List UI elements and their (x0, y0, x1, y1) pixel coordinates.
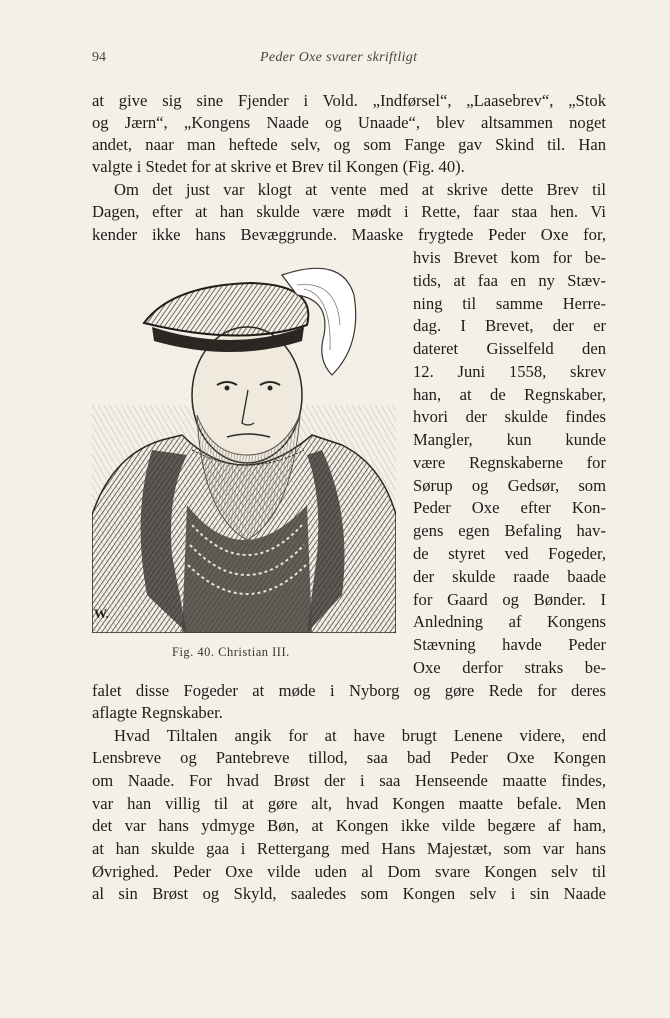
engraver-mark: W. (94, 606, 110, 621)
body-line: al sin Brøst og Skyld, saaledes som Kongen selv i sin Naade (92, 884, 606, 903)
body-line: Hvad Tiltalen angik for at have brugt Lenene videre, end (114, 726, 606, 745)
body-line: det var hans ydmyge Bøn, at Kongen ikke vilde begære af ham, (92, 816, 606, 835)
body-line: og Jærn“, „Kongens Naade og Unaade“, blev altsammen noget (92, 113, 606, 132)
wrap-line: Stævning havde Peder (413, 635, 606, 654)
portrait-engraving (92, 255, 396, 633)
page-header (92, 50, 612, 70)
wrap-line: hvori der skulde findes (413, 407, 606, 426)
body-line: Om det just var klogt at vente med at skrive dette Brev til (114, 180, 606, 199)
running-title: Peder Oxe svarer skriftligt (260, 50, 418, 65)
wrap-line: dateret Gisselfeld den (413, 339, 606, 358)
wrap-line: Sørup og Gedsør, som (413, 476, 606, 495)
portrait-figure (92, 255, 396, 633)
wrap-line: ning til samme Herre- (413, 294, 606, 313)
wrap-line: hvis Brevet kom for be- (413, 248, 606, 267)
body-line: andet, naar man heftede selv, og som Fange gav Skind til. Han (92, 135, 606, 154)
page-number: 94 (92, 50, 106, 65)
wrap-line: Mangler, kun kunde (413, 430, 606, 449)
figure-caption: Fig. 40. Christian III. (172, 645, 290, 659)
wrap-line: dag. I Brevet, der er (413, 316, 606, 335)
body-line: Lensbreve og Pantebreve tillod, saa bad Peder Oxe Kongen (92, 748, 606, 767)
body-line: kender ikke hans Bevæggrunde. Maaske frygtede Peder Oxe for, (92, 225, 606, 244)
body-line: falet disse Fogeder at møde i Nyborg og gøre Rede for deres (92, 681, 606, 700)
body-line: Dagen, efter at han skulde være mødt i Rette, faar staa hen. Vi (92, 202, 606, 221)
body-line: at han skulde gaa i Rettergang med Hans Majestæt, som var hans (92, 839, 606, 858)
wrap-line: gens egen Befaling hav- (413, 521, 606, 540)
wrap-line: for Gaard og Bønder. I (413, 590, 606, 609)
body-line: valgte i Stedet for at skrive et Brev til Kongen (Fig. 40). (92, 157, 465, 176)
wrap-line: der skulde raade baade (413, 567, 606, 586)
wrap-line: han, at de Regnskaber, (413, 385, 606, 404)
wrap-line: tids, at faa en ny Stæv- (413, 271, 606, 290)
wrap-line: Peder Oxe efter Kon- (413, 498, 606, 517)
body-line: om Naade. For hvad Brøst der i saa Henseende maatte findes, (92, 771, 606, 790)
wrap-line: Oxe derfor straks be- (413, 658, 606, 677)
wrap-line: de styret ved Fogeder, (413, 544, 606, 563)
body-line: at give sig sine Fjender i Vold. „Indførsel“, „Laasebrev“, „Stok (92, 91, 606, 110)
wrap-line: være Regnskaberne for (413, 453, 606, 472)
body-line: var han villig til at gøre alt, hvad Kongen maatte befale. Men (92, 794, 606, 813)
wrap-line: 12. Juni 1558, skrev (413, 362, 606, 381)
body-line: aflagte Regnskaber. (92, 703, 223, 722)
wrap-line: Anledning af Kongens (413, 612, 606, 631)
body-line: Øvrighed. Peder Oxe vilde uden al Dom svare Kongen selv til (92, 862, 606, 881)
